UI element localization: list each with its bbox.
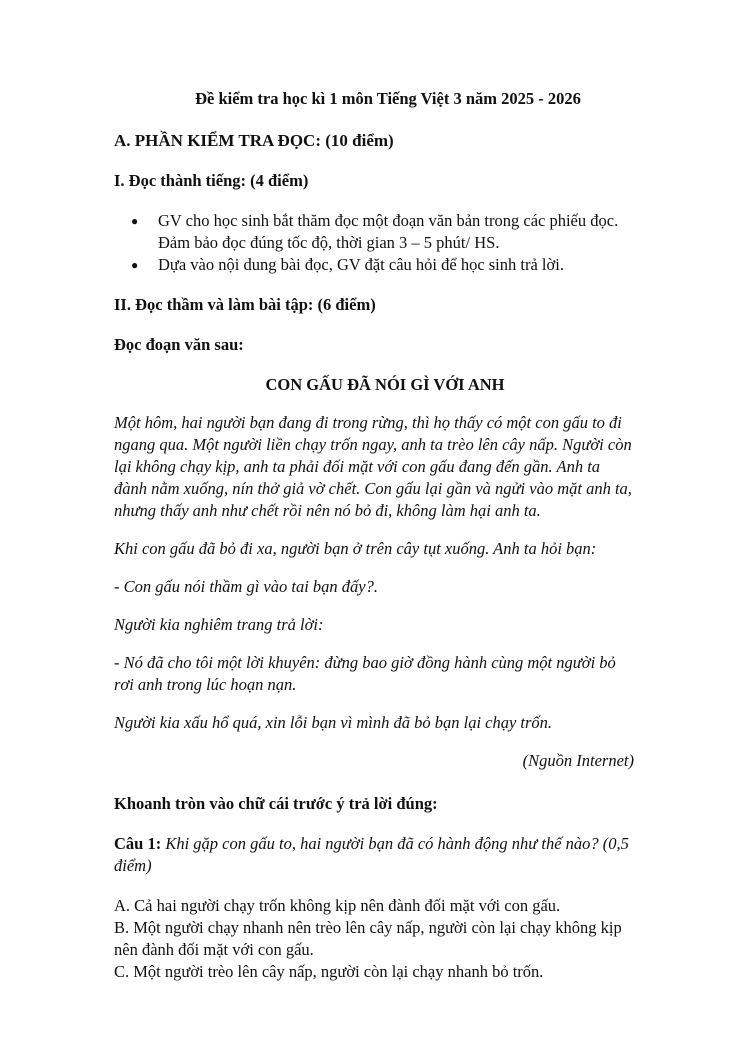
story-title: CON GẤU ĐÃ NÓI GÌ VỚI ANH: [265, 375, 505, 394]
question-1-options: [114, 895, 634, 983]
part-a-heading: A. PHẦN KIỂM TRA ĐỌC: (10 điểm): [114, 131, 394, 150]
bullet-dot-icon: ●: [131, 214, 139, 228]
story-paragraph: - Con gấu nói thầm gì vào tai bạn đấy?.: [114, 577, 378, 596]
answer-option-a[interactable]: A. Cả hai người chạy trốn không kịp nên đành đối mặt với con gấu.: [114, 896, 561, 915]
bullet-text: Dựa vào nội dung bài đọc, GV đặt câu hỏi để học sinh trả lời.: [158, 255, 564, 274]
bullet-dot-icon: ●: [131, 258, 139, 272]
answer-option-c[interactable]: C. Một người trèo lên cây nấp, người còn lại chạy nhanh bỏ trốn.: [114, 962, 544, 981]
read-prompt: Đọc đoạn văn sau:: [114, 335, 244, 354]
story-paragraph: Khi con gấu đã bỏ đi xa, người bạn ở trên cây tụt xuống. Anh ta hỏi bạn:: [114, 539, 597, 558]
bullet-text: GV cho học sinh bắt thăm đọc một đoạn văn bản trong các phiếu đọc. Đảm bảo đọc đúng tốc độ, thời gian 3 – 5 phút/ HS.: [158, 211, 619, 252]
story-paragraph: Một hôm, hai người bạn đang đi trong rừng, thì họ thấy có một con gấu to đi ngang qua. Một người liền chạy trốn ngay, anh ta trèo lên cây nấp. Người còn lại không chạy kịp, anh ta phải đối mặt với con gấu đang đến gần. Anh ta đành nằm xuống, nín thở giả vờ chết. Con gấu lại gần và ngửi vào mặt anh ta, nhưng thấy anh như chết rồi nên nó bỏ đi, không làm hại anh ta.: [114, 413, 632, 520]
bullet-item: [131, 210, 634, 254]
story-source: (Nguồn Internet): [522, 751, 634, 770]
document-page: [114, 88, 634, 983]
question-1-text: Khi gặp con gấu to, hai người bạn đã có hành động như thế nào? (0,5 điểm): [114, 834, 629, 875]
story-paragraph: Người kia nghiêm trang trả lời:: [114, 615, 324, 634]
answer-option-b[interactable]: B. Một người chạy nhanh nên trèo lên cây nấp, người còn lại chạy không kịp nên đành đối mặt với con gấu.: [114, 918, 622, 959]
story-paragraph: Người kia xấu hổ quá, xin lỗi bạn vì mình đã bỏ bạn lại chạy trốn.: [114, 713, 553, 732]
document-title: Đề kiểm tra học kì 1 môn Tiếng Việt 3 năm 2025 - 2026: [195, 89, 581, 108]
question-1-label: Câu 1:: [114, 834, 162, 853]
instruction-heading: Khoanh tròn vào chữ cái trước ý trả lời đúng:: [114, 794, 438, 813]
section-2-heading: II. Đọc thầm và làm bài tập: (6 điểm): [114, 295, 376, 314]
bullet-item: [131, 254, 634, 276]
story-paragraph: - Nó đã cho tôi một lời khuyên: đừng bao giờ đồng hành cùng một người bỏ rơi anh trong lúc hoạn nạn.: [114, 653, 616, 694]
question-1: [114, 833, 634, 877]
section-1-bullet-list: [114, 210, 634, 276]
section-1-heading: I. Đọc thành tiếng: (4 điểm): [114, 171, 309, 190]
